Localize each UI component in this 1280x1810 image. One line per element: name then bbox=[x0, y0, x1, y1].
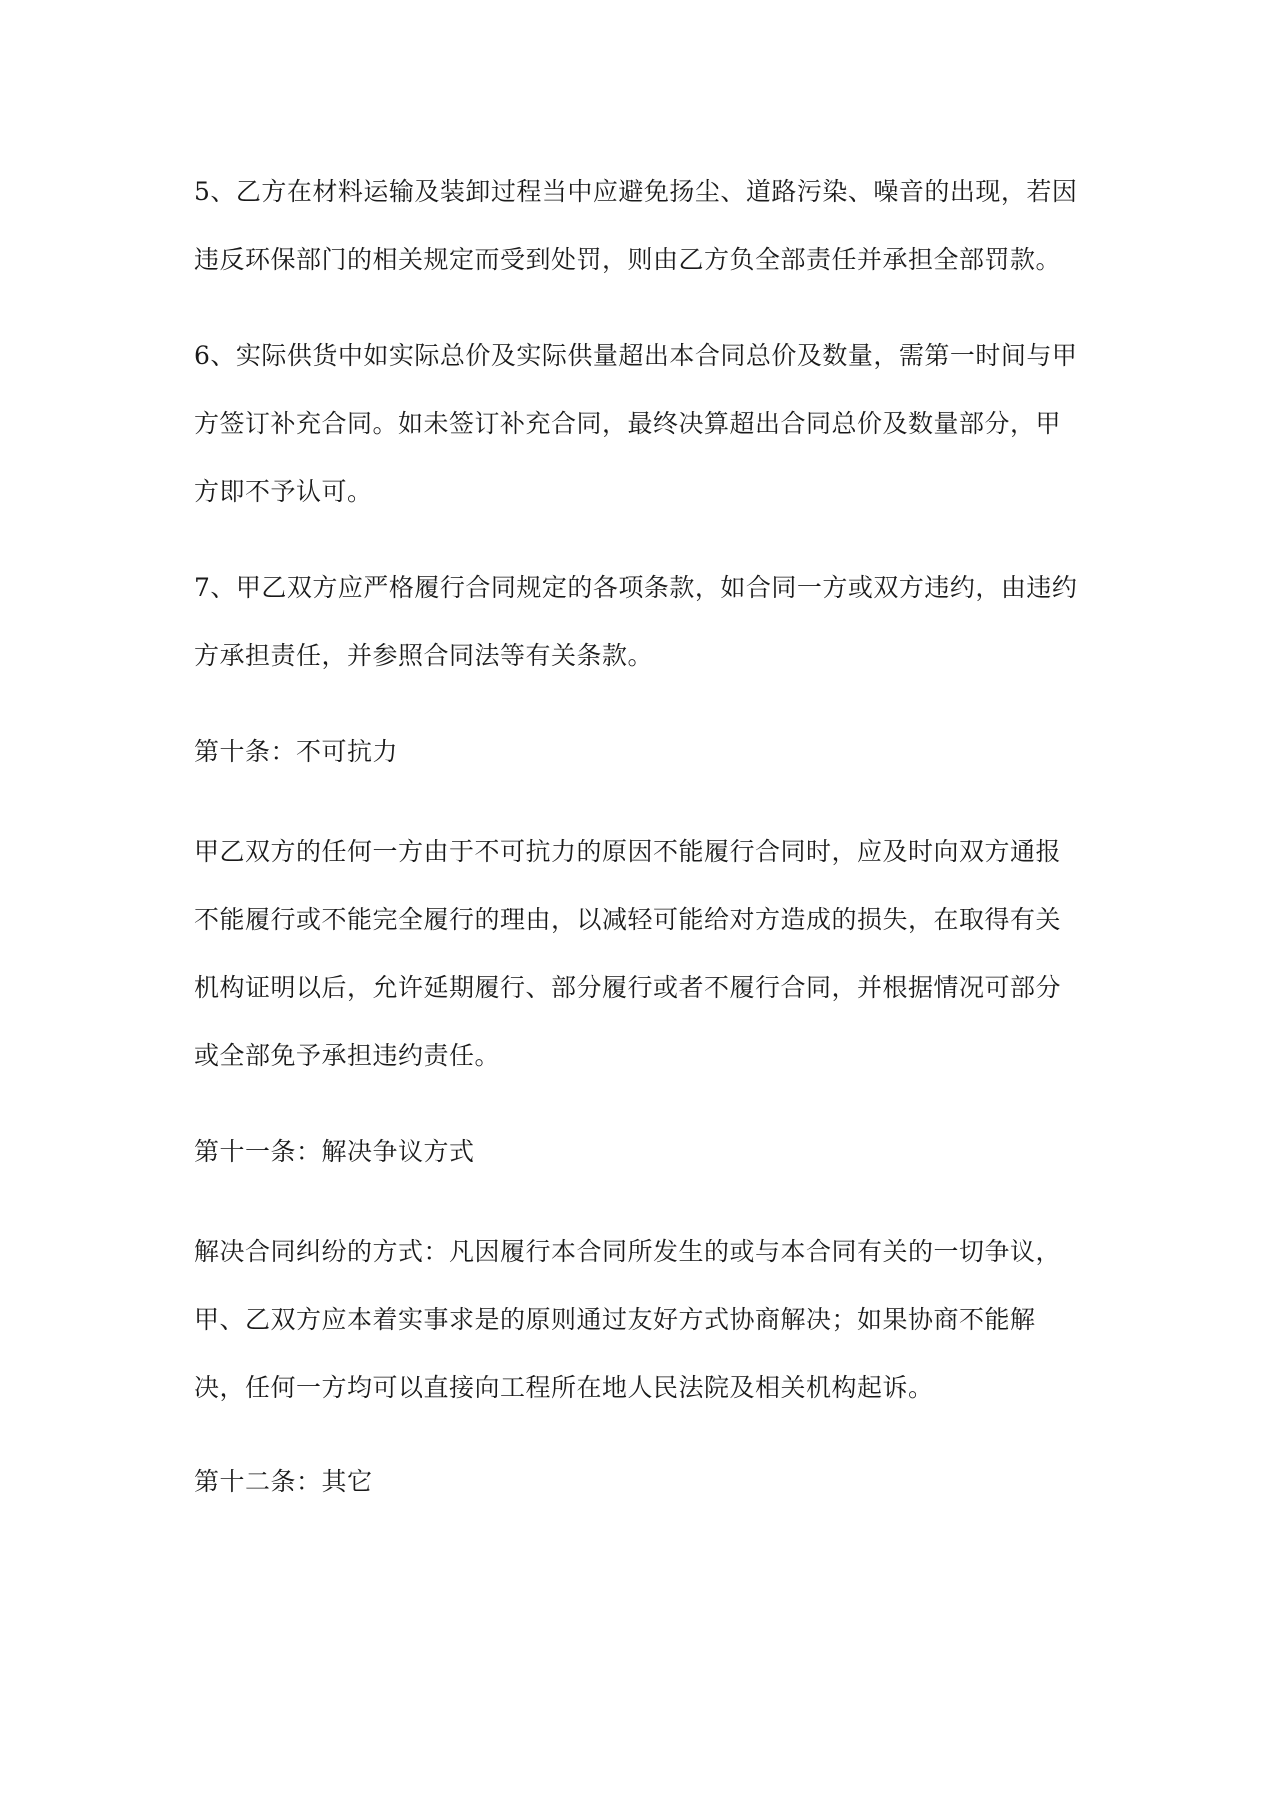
clause-7-line-1: 7、甲乙双方应严格履行合同规定的各项条款，如合同一方或双方违约，由违约 bbox=[194, 573, 1078, 602]
article-10-body bbox=[194, 818, 1094, 1090]
clause-6-line-2: 方签订补充合同。如未签订补充合同，最终决算超出合同总价及数量部分，甲 bbox=[194, 409, 1062, 438]
article-10-line-4: 或全部免予承担违约责任。 bbox=[194, 1041, 501, 1070]
clause-5 bbox=[194, 158, 1094, 294]
article-12-heading-block bbox=[194, 1448, 1094, 1516]
article-11-line-1: 解决合同纠纷的方式：凡因履行本合同所发生的或与本合同有关的一切争议， bbox=[194, 1237, 1062, 1266]
article-10-heading-block bbox=[194, 718, 1094, 786]
article-11-line-3: 决，任何一方均可以直接向工程所在地人民法院及相关机构起诉。 bbox=[194, 1373, 934, 1402]
article-10-line-1: 甲乙双方的任何一方由于不可抗力的原因不能履行合同时，应及时向双方通报 bbox=[194, 837, 1062, 866]
article-12-heading: 第十二条：其它 bbox=[194, 1467, 373, 1496]
article-11-body bbox=[194, 1218, 1094, 1422]
clause-6 bbox=[194, 322, 1094, 526]
clause-7-line-2: 方承担责任，并参照合同法等有关条款。 bbox=[194, 641, 654, 670]
clause-5-line-1: 5、乙方在材料运输及装卸过程当中应避免扬尘、道路污染、噪音的出现，若因 bbox=[194, 177, 1078, 206]
clause-7 bbox=[194, 554, 1094, 690]
clause-6-line-3: 方即不予认可。 bbox=[194, 477, 373, 506]
article-10-heading: 第十条：不可抗力 bbox=[194, 737, 399, 766]
article-10-line-2: 不能履行或不能完全履行的理由，以减轻可能给对方造成的损失，在取得有关 bbox=[194, 905, 1062, 934]
article-11-heading-block bbox=[194, 1118, 1094, 1186]
clause-5-line-2: 违反环保部门的相关规定而受到处罚，则由乙方负全部责任并承担全部罚款。 bbox=[194, 245, 1062, 274]
article-11-line-2: 甲、乙双方应本着实事求是的原则通过友好方式协商解决；如果协商不能解 bbox=[194, 1305, 1036, 1334]
article-11-heading: 第十一条：解决争议方式 bbox=[194, 1137, 475, 1166]
clause-6-line-1: 6、实际供货中如实际总价及实际供量超出本合同总价及数量，需第一时间与甲 bbox=[194, 341, 1078, 370]
article-10-line-3: 机构证明以后，允许延期履行、部分履行或者不履行合同，并根据情况可部分 bbox=[194, 973, 1062, 1002]
